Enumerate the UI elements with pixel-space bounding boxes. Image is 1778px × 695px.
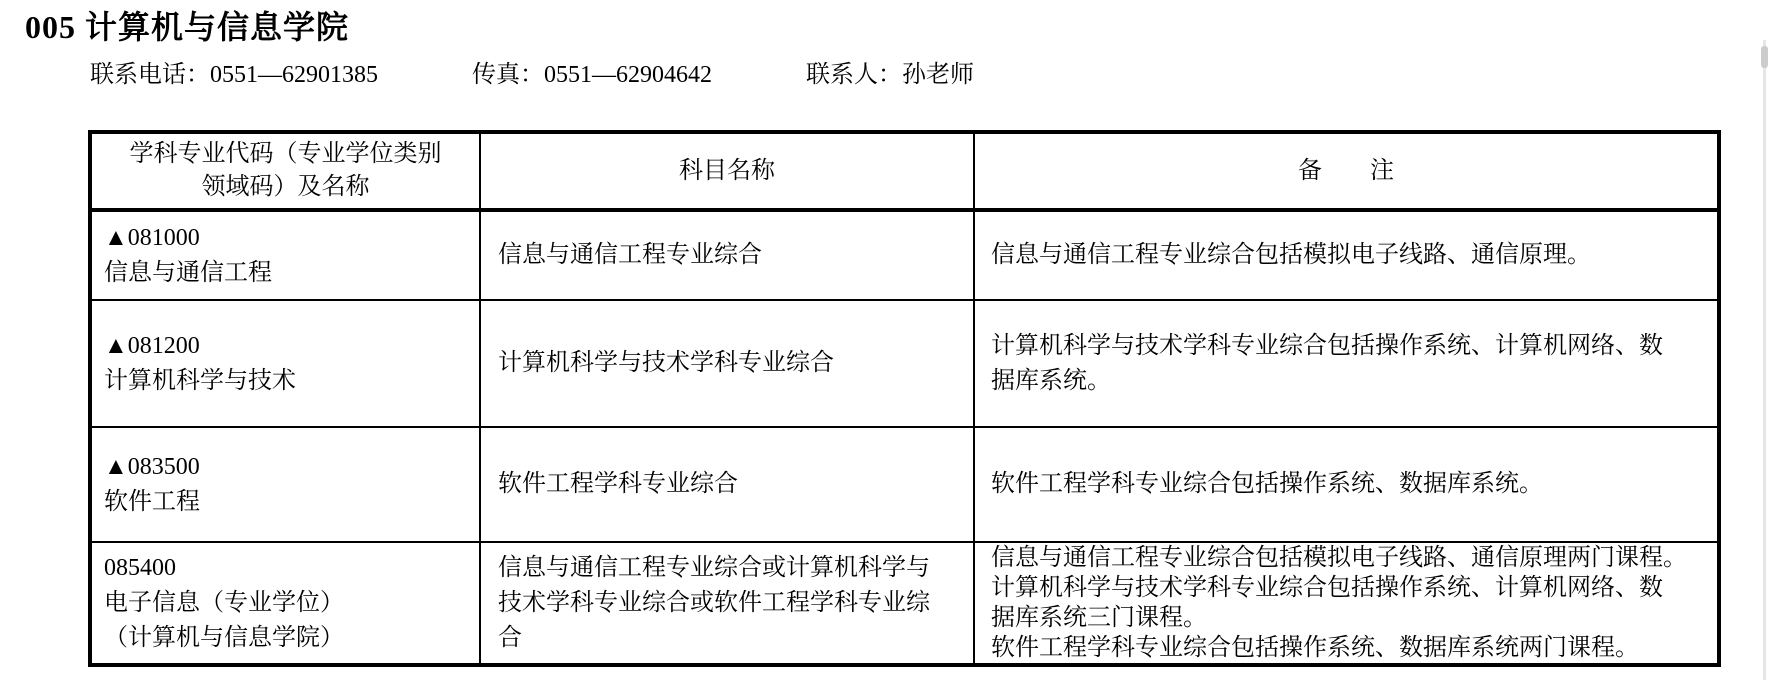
cell-text-line: 据库系统。: [991, 367, 1111, 394]
cell-text-line: 计算机科学与技术学科专业综合包括操作系统、计算机网络、数: [991, 332, 1663, 359]
table-row: [90, 210, 1719, 300]
table-row: [90, 542, 1719, 665]
header-code-column: [90, 132, 480, 210]
cell-text-line: 信息与通信工程: [104, 259, 272, 286]
scrollbar-thumb[interactable]: [1761, 46, 1768, 68]
cell-text-line: 计算机科学与技术学科专业综合包括操作系统、计算机网络、数: [991, 575, 1663, 601]
cell-subject: [480, 210, 974, 300]
cell-code: [90, 542, 480, 665]
cell-text-line: ▲083500: [104, 453, 200, 480]
header-subject-column: 科目名称: [480, 132, 974, 210]
cell-text-line: 软件工程学科专业综合: [498, 471, 738, 497]
contact-fax: 传真：0551—62904642: [472, 62, 712, 88]
cell-text-line: 软件工程学科专业综合包括操作系统、数据库系统。: [991, 471, 1543, 497]
cell-subject: [480, 427, 974, 542]
cell-subject: [480, 300, 974, 427]
cell-text-line: 085400: [104, 554, 176, 581]
cell-text-line: 计算机科学与技术学科专业综合: [498, 350, 834, 376]
page-title: 005 计算机与信息学院: [25, 9, 350, 45]
cell-text-line: ▲081000: [104, 224, 200, 251]
table-row: [90, 300, 1719, 427]
cell-remark: [974, 427, 1719, 542]
cell-text-line: 信息与通信工程专业综合: [498, 242, 762, 268]
cell-text-line: 计算机科学与技术: [104, 367, 296, 394]
contact-phone: 联系电话：0551—62901385: [90, 62, 378, 88]
table-row: [90, 427, 1719, 542]
cell-remark: [974, 542, 1719, 665]
header-code-line: 领域码）及名称: [201, 174, 370, 200]
cell-text-line: 信息与通信工程专业综合包括模拟电子线路、通信原理。: [991, 242, 1591, 268]
subjects-table: [88, 130, 1721, 667]
header-code-line: 学科专业代码（专业学位类别: [129, 141, 442, 167]
cell-text-line: 技术学科专业综合或软件工程学科专业综: [498, 589, 930, 616]
cell-code: [90, 427, 480, 542]
cell-remark: [974, 300, 1719, 427]
cell-text-line: （计算机与信息学院）: [104, 624, 344, 651]
cell-text-line: 软件工程: [104, 488, 200, 515]
cell-subject: [480, 542, 974, 665]
cell-remark: [974, 210, 1719, 300]
cell-code: [90, 300, 480, 427]
table-header-row: [90, 132, 1719, 210]
cell-text-line: 信息与通信工程专业综合包括模拟电子线路、通信原理两门课程。: [991, 545, 1687, 571]
cell-text-line: 软件工程学科专业综合包括操作系统、数据库系统两门课程。: [991, 635, 1639, 661]
cell-text-line: 据库系统三门课程。: [991, 605, 1207, 631]
contact-person: 联系人：孙老师: [806, 62, 974, 88]
cell-text-line: 信息与通信工程专业综合或计算机科学与: [498, 554, 930, 581]
scrollbar-track[interactable]: [1763, 40, 1766, 680]
cell-code: [90, 210, 480, 300]
cell-text-line: ▲081200: [104, 332, 200, 359]
cell-text-line: 合: [498, 624, 522, 651]
header-remark-column: 备 注: [974, 132, 1719, 210]
cell-text-line: 电子信息（专业学位）: [104, 589, 344, 616]
